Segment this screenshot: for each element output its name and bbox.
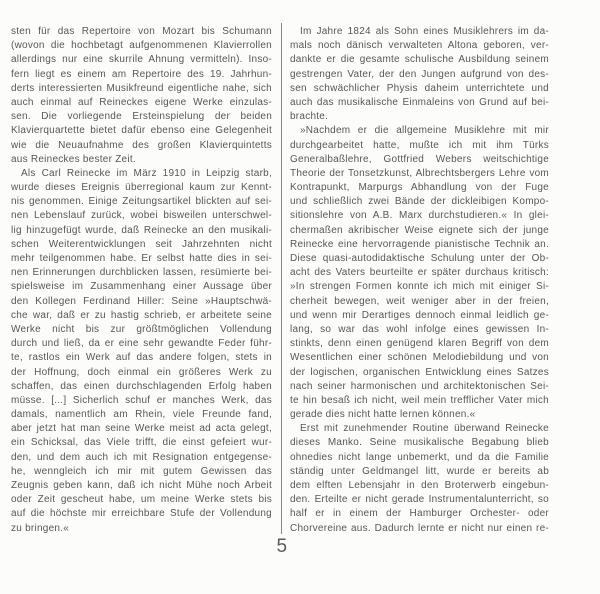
text-line: brachte.	[290, 111, 329, 123]
text-line: Als Carl Reinecke im März 1910 in Leipzig starb,	[21, 167, 272, 179]
text-line: lig hinzugefügt wurde, daß Reinecke an den musikali-	[11, 224, 272, 236]
text-line: dem elften Lebensjahr in den Broterwerb eingebun-	[290, 480, 549, 491]
text-line: schen Weiterentwicklungen seit Jahrzehnten nicht	[11, 238, 272, 250]
text-line: oder Zeit gescheut habe, um meine Werke stets bis	[11, 494, 272, 506]
text-line: und schließlich zwei Bände der dickleibigen Kompo-	[290, 196, 549, 208]
text-line: nen Lebenslauf zurück, wobei bisweilen unterschwel-	[11, 210, 272, 222]
text-line: chermaßen akribischer Weise eignete sich der junge	[290, 224, 549, 236]
text-line: und wenn mir Derartiges dennoch einmal leidlich ge-	[290, 309, 549, 321]
text-line: auch das musikalische Einmaleins von Grund auf bei-	[290, 96, 549, 108]
text-line: ständig unter Geldmangel litt, wurde er bereits ab	[290, 465, 549, 477]
column-divider-rule	[281, 23, 282, 534]
text-line: den Kollegen Ferdinand Hiller: Seine »Hauptschwä-	[11, 295, 272, 307]
text-line: lang, so war das wohl infolge eines gewissen In-	[290, 323, 549, 335]
text-line: gestrengen Vater, der den Jungen aufgrund von des-	[290, 68, 549, 80]
text-line: gerade dies nicht hatte lernen können.«	[290, 409, 476, 421]
text-line: durch und ließ, da er eine sehr gewandte Feder führ-	[11, 338, 272, 350]
text-line: auf die höchste mir erreichbare Stufe der Vollendung	[11, 508, 272, 520]
text-line: nen Erinnerungen durchblicken lassen, resümierte bei-	[11, 267, 272, 279]
left-text-column	[11, 25, 272, 536]
text-line: Zeugnis geben kann, daß ich nicht Mühe noch Arbeit	[11, 480, 272, 491]
text-line: Diese quasi-autodidaktische Schulung unter der Ob-	[290, 253, 549, 264]
text-line: sten für das Repertoire von Mozart bis Schumann	[11, 26, 272, 37]
text-line: »In strengen Formen konnte ich mich mit einiger Si-	[290, 281, 549, 293]
text-line: den. Erteilte er nicht gerade Instrumentalunterricht, so	[290, 494, 549, 506]
text-line: Klavierquartette bietet dafür ebenso eine Gelegenheit	[11, 125, 272, 137]
text-line: Generalbaßlehre, Gottfried Webers weitschichtige	[290, 153, 549, 165]
text-line: Reinecke eine hervorragende pianistische Technik an.	[290, 238, 549, 250]
text-line: cherheit bewegen, weit weniger aber in der freien,	[290, 295, 549, 307]
text-line: »Nachdem er die allgemeine Musiklehre mit mir	[300, 125, 549, 137]
text-line: nach seiner harmonischen und architektonischen Sei-	[290, 380, 549, 392]
text-line: mehr teilgenommen habe. Er selbst hatte dies in sei-	[11, 253, 272, 264]
text-line: Wesentlichen einer schönen Melodiebildung und von	[290, 352, 549, 364]
text-line: derts interessierten Musikfreund eigentliche nahe, sich	[11, 82, 272, 94]
text-line: (wovon die hochbetagt aufgenommenen Klavierrollen	[11, 40, 272, 52]
text-line: Werke nicht bis zur größtmöglichen Vollendung	[11, 323, 272, 335]
text-line: te hin besaß ich nicht, weil mein trefflicher Vater mich	[290, 394, 549, 406]
text-line: aus Reineckes bester Zeit.	[11, 153, 136, 165]
page-number: 5	[276, 536, 288, 557]
text-line: sitionslehre von A.B. Marx durchstudieren.« In glei-	[290, 210, 549, 222]
text-line: Theorie der Tonsetzkunst, Albrechtsbergers Lehre vom	[290, 167, 549, 179]
text-line: spielsweise im Zusammenhang einer Aussage über	[11, 281, 272, 293]
text-line: Erst mit zunehmender Routine überwand Reinecke	[300, 423, 549, 435]
text-line: he, wenngleich ich mir mit gutem Gewissen das	[11, 465, 272, 477]
text-line: den, und dem auch ich mit Resignation entgegense-	[11, 451, 272, 463]
text-line: Im Jahre 1824 als Sohn eines Musiklehrers im da-	[300, 26, 549, 37]
text-line: nis genommen. Einige Zeitungsartikel blickten auf sei-	[11, 196, 272, 208]
text-line: auch einmal auf Reineckes eigene Werke einzulas-	[11, 96, 272, 108]
text-line: aber jetzt hat man seine Werke meist ad acta gelegt,	[11, 423, 272, 435]
text-line: zu bringen.«	[11, 522, 70, 534]
text-line: der logischen, organischen Entwicklung eines Satzes	[290, 366, 549, 378]
text-line: half er in einem der Hamburger Orchester- oder	[290, 508, 549, 520]
text-line: dankte er die gesamte schulische Ausbildung seinem	[290, 54, 549, 66]
text-line: te, rastlos ein Werk auf das andere folgen, stets in	[11, 352, 272, 364]
text-line: wie die Neuaufnahme des großen Klavierquintetts	[11, 139, 272, 151]
text-line: durchgearbeitet hatte, mußte ich mit ihm Türks	[290, 139, 549, 151]
text-line: müsse. [...] Sicherlich schuf er manches Werk, das	[11, 394, 272, 406]
text-line: Kontrapunkt, Marpurgs Abhandlung von der Fuge	[290, 182, 549, 194]
right-text-column	[290, 25, 549, 536]
text-line: mals noch dänisch verwalteten Altona geboren, ver-	[290, 40, 549, 52]
text-line: che war, daß er zu hastig schrieb, er arbeitete seine	[11, 309, 272, 321]
text-line: ohnedies nicht lange unbemerkt, und da die Familie	[290, 451, 549, 463]
text-line: acht des Vaters beurteilte er später durchaus kritisch:	[290, 267, 549, 279]
text-line: fern liegt es einem am Repertoire des 19. Jahrhun-	[11, 68, 272, 80]
text-line: stinkts, denn einen genügend klaren Begriff von dem	[290, 338, 549, 350]
text-line: schaffen, das einen durchschlagenden Erfolg haben	[11, 380, 272, 392]
text-line: allerdings nur eine skurrile Ahnung vermitteln). Inso-	[11, 54, 272, 66]
text-line: sen. Die vorliegende Ersteinspielung der beiden	[11, 111, 272, 123]
text-line: der Hoffnung, doch einmal ein größeres Werk zu	[11, 366, 272, 378]
text-line: dieses Manko. Seine musikalische Begabung blieb	[290, 437, 549, 449]
text-line: wurde dieses Ereignis überregional kaum zur Kennt-	[11, 182, 272, 194]
text-line: damals, namentlich am Rhein, viele Freunde fand,	[11, 409, 272, 421]
text-line: Chorvereine aus. Dadurch lernte er nicht nur einen re-	[290, 522, 549, 534]
text-line: sen schwächlicher Physis daheim unterrichtete und	[290, 82, 549, 94]
text-line: ein Schicksal, das Viele trifft, die einst gefeiert wur-	[11, 437, 272, 449]
